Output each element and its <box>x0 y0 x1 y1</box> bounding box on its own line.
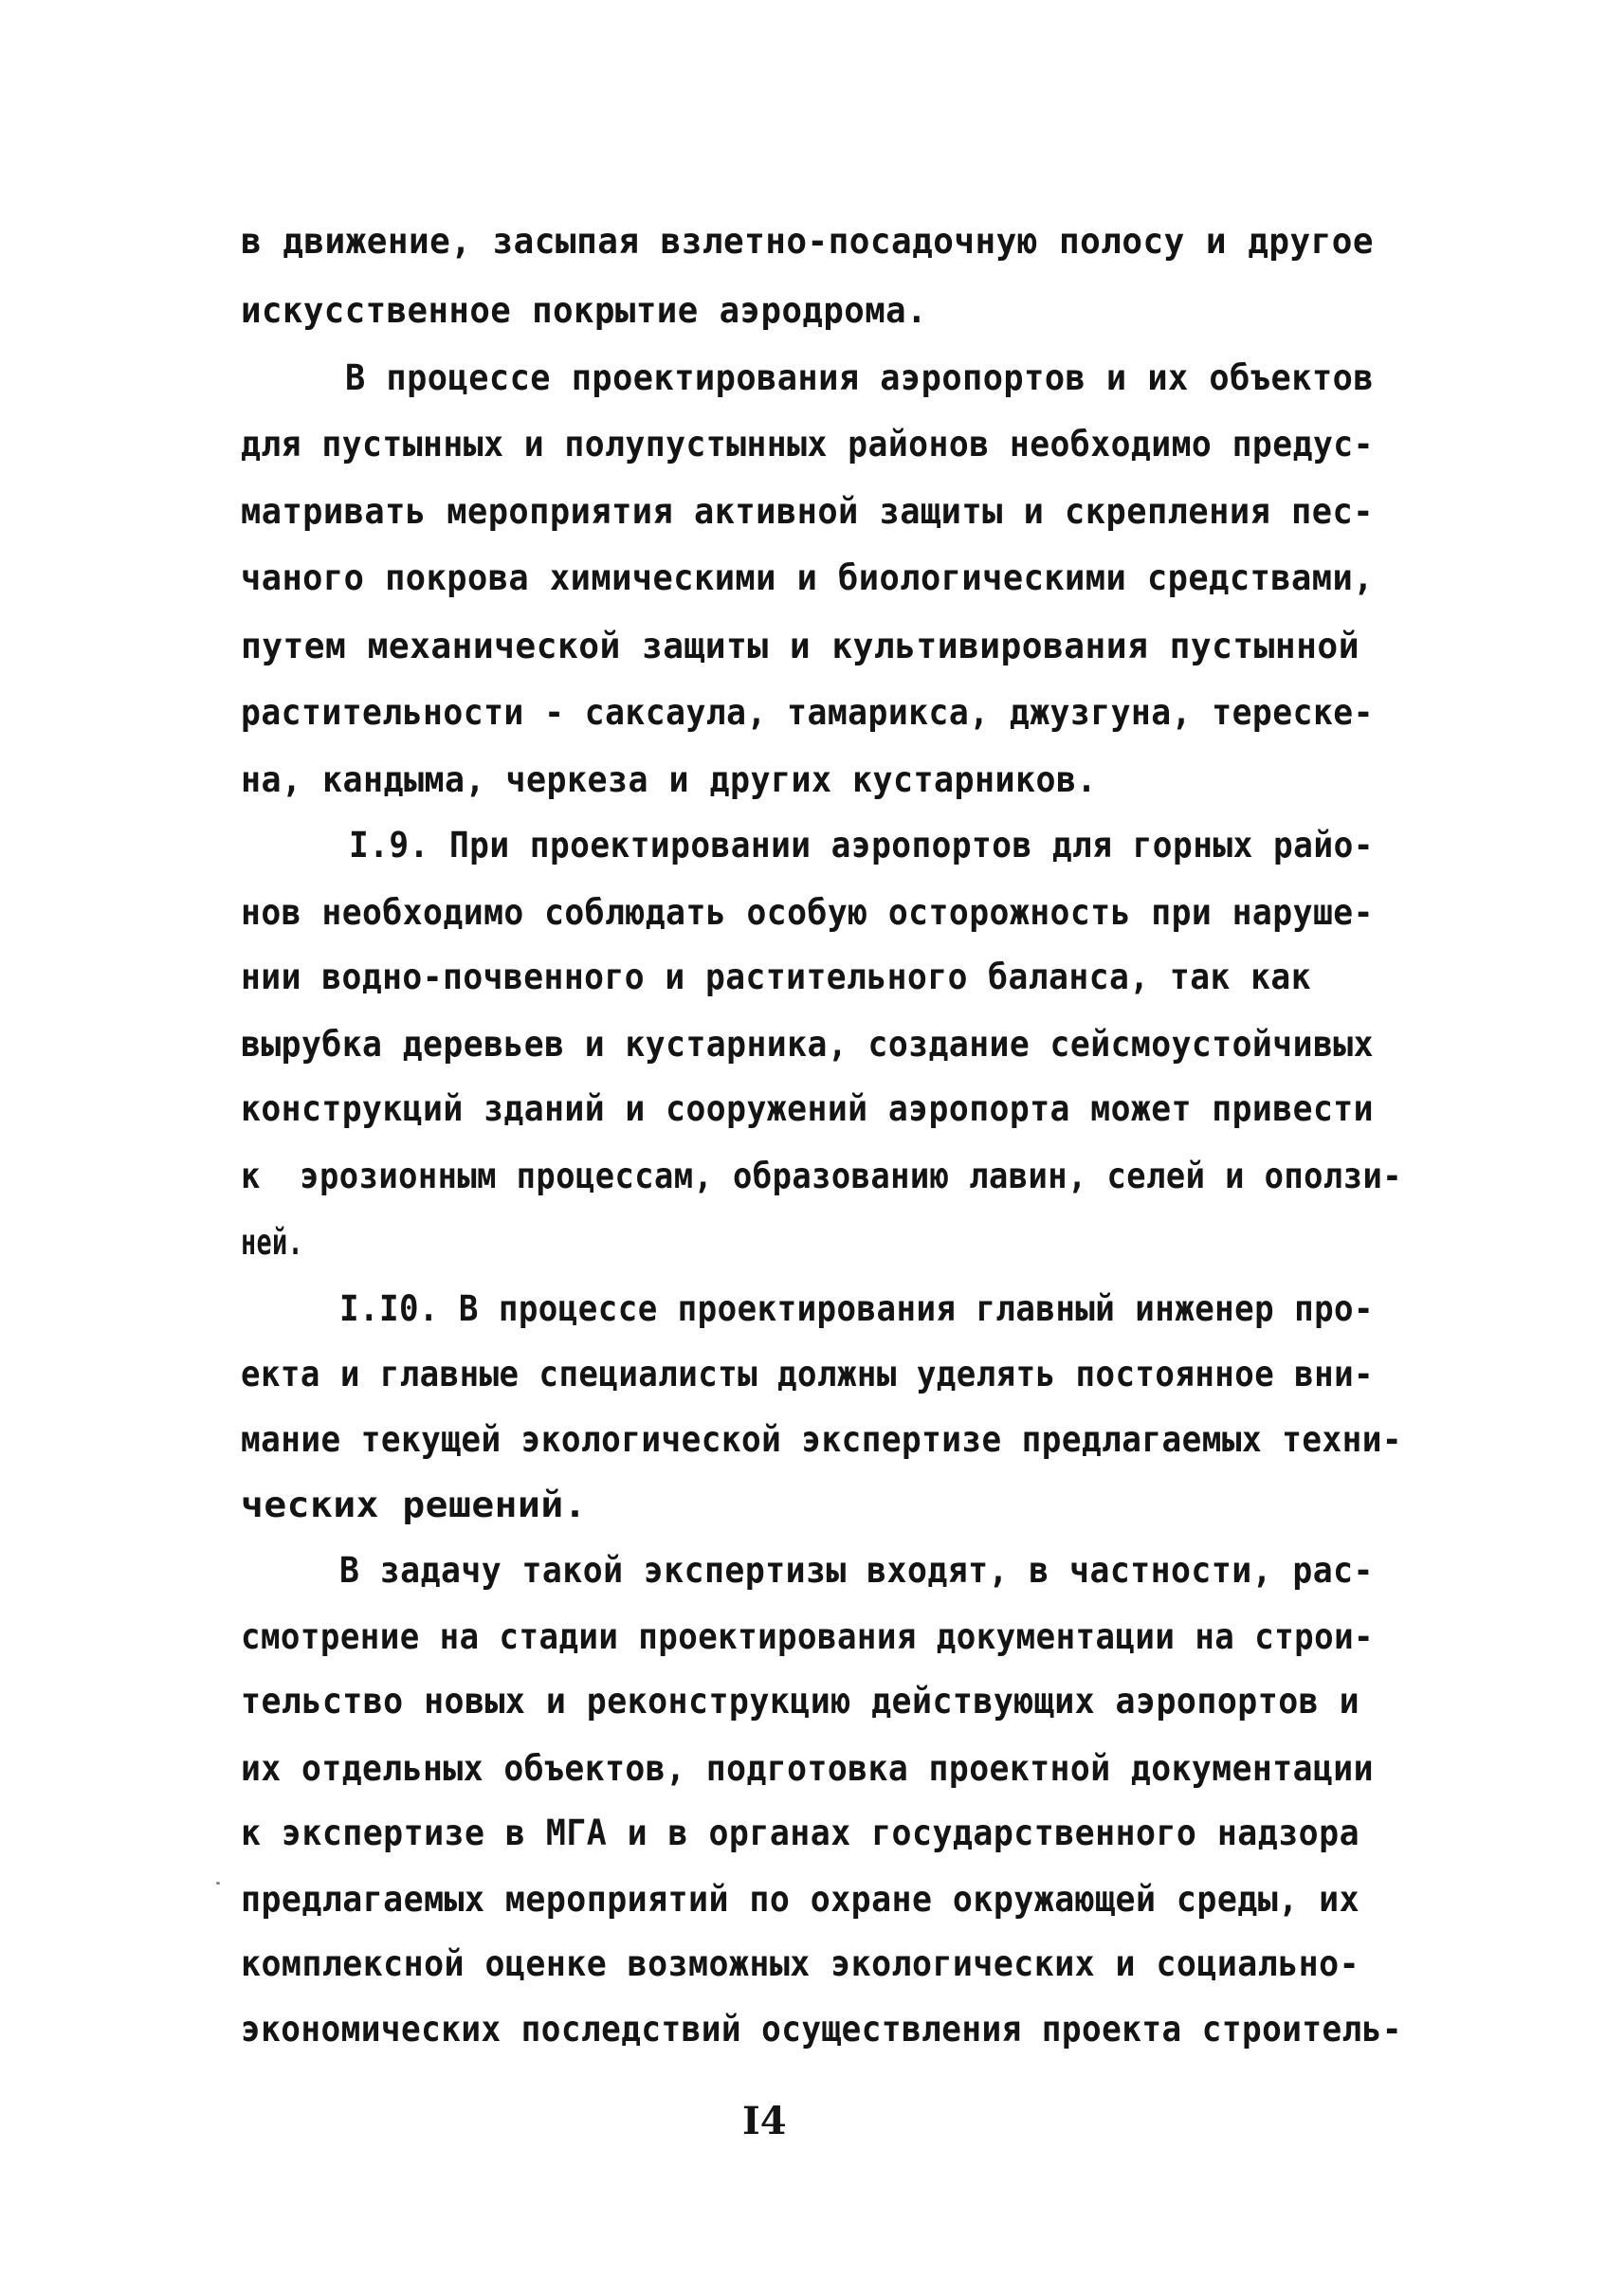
text-line: для пустынных и полупустынных районов необходимо предус- <box>241 424 1374 465</box>
text-line: I.I0. В процессе проектирования главный инженер про- <box>339 1288 1375 1329</box>
text-line: тельство новых и реконструкцию действующих аэропортов и <box>241 1681 1360 1722</box>
text-line: нов необходимо соблюдать особую осторожность при наруше- <box>241 892 1374 933</box>
text-line: ческих решений. <box>241 1485 588 1525</box>
text-line: мание текущей экологической экспертизе предлагаемых техни- <box>241 1419 1402 1460</box>
text-line: к экспертизе в МГА и в органах государственного надзора <box>241 1813 1360 1853</box>
text-line: чаного покрова химическими и биологическими средствами, <box>241 557 1374 598</box>
text-line: смотрение на стадии проектирования документации на строи- <box>241 1616 1375 1657</box>
text-line: В задачу такой экспертизы входят, в частности, рас- <box>339 1550 1374 1591</box>
text-line: их отдельных объектов, подготовка проектной документации <box>241 1748 1374 1789</box>
text-line: путем механической защиты и культивирования пустынной <box>241 626 1359 666</box>
text-line: вырубка деревьев и кустарника, создание сейсмоустойчивых <box>241 1024 1374 1065</box>
text-line: конструкций зданий и сооружений аэропорта может привести <box>241 1088 1374 1129</box>
text-line: на, кандыма, черкеза и других кустарников. <box>241 759 1098 800</box>
text-line: комплексной оценке возможных экологических и социально- <box>241 1943 1360 1984</box>
text-line: к эрозионным процессам, образованию лавин, селей и оползи- <box>241 1156 1402 1196</box>
text-line: екта и главные специалисты должны уделять постоянное вни- <box>241 1354 1375 1394</box>
text-line: ней. <box>241 1222 303 1263</box>
text-line: матривать мероприятия активной защиты и скрепления пес- <box>241 491 1374 532</box>
text-line: нии водно-почвенного и растительного баланса, так как <box>241 957 1312 997</box>
text-line: экономических последствий осуществления проекта строитель- <box>241 2009 1402 2050</box>
text-line: В процессе проектирования аэропортов и их объектов <box>345 357 1375 398</box>
text-line: предлагаемых мероприятий по охране окружающей среды, их <box>241 1879 1360 1920</box>
text-line: в движение, засыпая взлетно-посадочную полосу и другое <box>241 221 1374 262</box>
text-line: искусственное покрытие аэродрома. <box>241 290 928 331</box>
scan-speck <box>216 1882 220 1885</box>
page-number: I4 <box>742 2099 787 2143</box>
text-line: I.9. При проектировании аэропортов для горных райо- <box>349 825 1374 866</box>
text-line: растительности - саксаула, тамарикса, джузгуна, тереске- <box>241 692 1374 733</box>
